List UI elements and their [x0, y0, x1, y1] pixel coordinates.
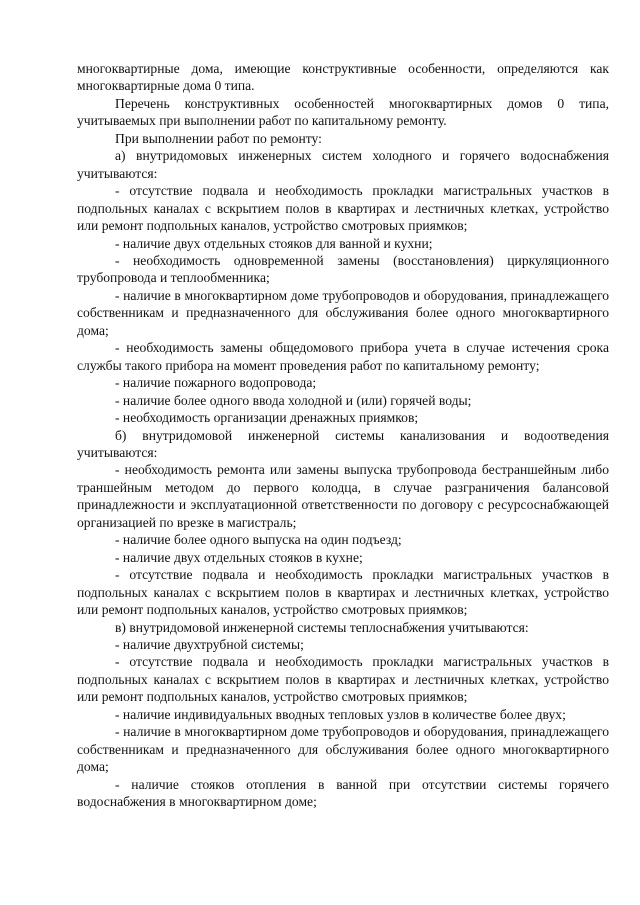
section-c-heading: в) внутридомовой инженерной системы теплоснабжения учитываются: [115, 619, 529, 635]
list-item: - отсутствие подвала и необходимость прокладки магистральных участков в подпольных каналах с вскрытием полов в квартирах и лестничных клетках, устройство или ремонт подпольных каналов, устройство смотровых приямков; [77, 567, 609, 618]
list-item: - необходимость одновременной замены (восстановления) циркуляционного трубопровода и теплообменника; [77, 252, 609, 286]
paragraph-list-intro: Перечень конструктивных особенностей многоквартирных домов 0 типа, учитываемых при выполнении работ по капитальному ремонту. [77, 95, 609, 129]
document-page [77, 60, 609, 810]
list-item: - необходимость организации дренажных приямков; [115, 410, 419, 426]
list-item: - наличие в многоквартирном доме трубопроводов и оборудования, принадлежащего собственникам и предназначенного для обслуживания более одного многоквартирного дома; [77, 724, 609, 775]
list-item: - наличие двух отдельных стояков в кухне; [115, 549, 363, 565]
section-b-heading: б) внутридомовой инженерной системы канализования и водоотведения учитываются: [77, 427, 609, 460]
list-item: - отсутствие подвала и необходимость прокладки магистральных участков в подпольных каналах с вскрытием полов в квартирах и лестничных клетках, устройство или ремонт подпольных каналов, устройство смотровых приямков; [77, 654, 609, 705]
list-item: - необходимость ремонта или замены выпуска трубопровода бестраншейным либо траншейным методом до первого колодца, в случае разграничения балансовой принадлежности и эксплуатационной ответственности по договору с ресурсоснабжающей организацией по врезке в магистраль; [77, 462, 609, 530]
paragraph-repair-intro: При выполнении работ по ремонту: [115, 130, 322, 146]
list-item: - наличие в многоквартирном доме трубопроводов и оборудования, принадлежащего собственникам и предназначенного для обслуживания более одного многоквартирного дома; [77, 287, 609, 338]
list-item: - наличие стояков отопления в ванной при отсутствии системы горячего водоснабжения в многоквартирном доме; [77, 776, 609, 810]
list-item: - наличие двухтрубной системы; [115, 636, 304, 652]
list-item: - наличие двух отдельных стояков для ванной и кухни; [115, 235, 433, 251]
list-item: - наличие пожарного водопровода; [115, 375, 317, 391]
list-item: - необходимость замены общедомового прибора учета в случае истечения срока службы такого прибора на момент проведения работ по капитальному ремонту; [77, 340, 609, 373]
list-item: - наличие более одного ввода холодной и (или) горячей воды; [115, 392, 472, 408]
list-item: - отсутствие подвала и необходимость прокладки магистральных участков в подпольных каналах с вскрытием полов в квартирах и лестничных клетках, устройство или ремонт подпольных каналов, устройство смотровых приямков; [77, 183, 609, 234]
list-item: - наличие индивидуальных вводных тепловых узлов в количестве более двух; [115, 706, 566, 722]
paragraph-continuation: многоквартирные дома, имеющие конструктивные особенности, определяются как многоквартирные дома 0 типа. [77, 61, 609, 94]
list-item: - наличие более одного выпуска на один подъезд; [115, 532, 402, 548]
section-a-heading: а) внутридомовых инженерных систем холодного и горячего водоснабжения учитываются: [77, 148, 609, 181]
